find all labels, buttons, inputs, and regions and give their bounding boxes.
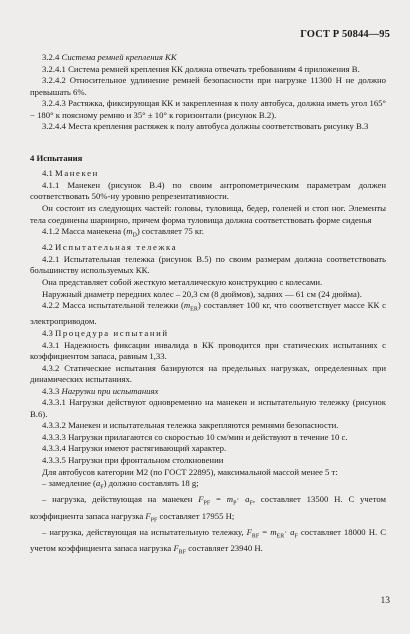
text-run: 4.1.2 Масса манекена ( — [42, 226, 127, 237]
standard-header: ГОСТ Р 50844—95 — [300, 29, 390, 40]
paragraph-3-2-4-4: 3.2.4.4 Места крепления растяжек к полу автобуса должны соответствовать рисунку В.3 — [42, 121, 369, 132]
paragraph-3-2-4-3: 3.2.4.3 Растяжка, фиксирующая КК и закрепленная к полу автобуса, должна иметь угол 165° − 180° к поясному ремню и 35° ± 10° к горизонтали (рисунок В.2). — [30, 98, 386, 120]
paragraph-4-3-3-3: 4.3.3.3 Нагрузки прилагаются со скоростью 10 см/мин и действуют в течение 10 с. — [42, 431, 348, 442]
math-variable: m — [183, 300, 191, 311]
subsection-title-3-2-4 — [30, 52, 386, 64]
paragraph-3-2-4-2: 3.2.4.2 Относительное удлинение ремней безопасности при нагрузке 11300 Н не должно превышать 6%. — [30, 75, 386, 97]
paragraph-4-3-3-5: 4.3.3.5 Нагрузки при фронтальном столкновении — [42, 454, 224, 465]
subsection-number: 4.3 — [42, 327, 53, 338]
math-variable: a — [245, 494, 250, 505]
paragraph-4-1-1: 4.1.1 Манекен (рисунок В.4) по своим антропометрическим параметрам должен соответствовать 50%-ну уровню репрезентативности. — [30, 179, 386, 202]
math-subscript: RF — [178, 549, 187, 556]
subsection-number: 4.2 — [42, 242, 53, 253]
document-body — [30, 52, 386, 559]
subsection-title-4-2 — [30, 242, 386, 254]
paragraph-4-1-2 — [30, 226, 386, 242]
math-operator: = — [259, 526, 271, 537]
paragraph-4-3-3-4: 4.3.3.4 Нагрузки имеют растягивающий характер. — [42, 443, 227, 454]
math-subscript: D — [132, 232, 137, 239]
page-number: 13 — [380, 596, 390, 606]
subsection-title-4-3 — [30, 328, 386, 340]
subsection-title-text: Система ремней крепления КК — [61, 52, 177, 62]
text-run: , составляет 13500 Н. С учетом коэффициента запаса нагрузка — [30, 494, 386, 521]
text-run: – замедление ( — [42, 478, 96, 489]
section-title-4: 4 Испытания — [30, 152, 83, 163]
text-run: составляет 23940 Н. — [186, 543, 263, 554]
subsection-title-text: Манекен — [55, 168, 99, 179]
subsection-number: 4.1 — [42, 168, 53, 179]
subsection-title-text: Испытательная тележка — [55, 242, 178, 253]
math-variable: a — [290, 526, 295, 537]
math-subscript: ER — [190, 306, 198, 313]
paragraph-4-1-1-body: Он состоит из следующих частей: головы, туловища, бедер, голеней и стоп ног. Элементы тела соединены шарнирно, причем форма туловища должна соответствовать форме сиденья — [30, 203, 386, 225]
paragraph-trolley-load — [30, 527, 386, 560]
math-subscript: PF — [203, 501, 211, 508]
text-run: ) составляет 75 кг. — [136, 226, 204, 237]
math-variable: m — [126, 226, 133, 237]
paragraph-dummy-load — [30, 494, 386, 527]
math-variable: F — [145, 510, 151, 521]
paragraph-4-2-1-body: Она представляет собой жесткую металлическую конструкцию с колесами. — [42, 277, 323, 288]
text-run: ) составляет 100 кг, что соответствует массе КК с электроприводом. — [30, 300, 386, 327]
text-run: – нагрузка, действующая на манекен — [42, 494, 199, 505]
subsection-number: 3.2.4 — [42, 52, 60, 62]
math-operator: · — [284, 526, 291, 537]
paragraph-4-3-3-2: 4.3.3.2 Манекен и испытательная тележка закрепляются ремнями безопасности. — [42, 420, 339, 431]
math-subscript: P — [233, 501, 237, 508]
math-subscript: F — [100, 484, 104, 491]
math-variable: a — [95, 478, 101, 489]
math-subscript: PF — [150, 517, 158, 524]
paragraph-deceleration — [30, 478, 386, 494]
paragraph-4-3-1: 4.3.1 Надежность фиксации инвалида в КК проводится при статических испытаниях с коэффициентом запаса, равным 1,33. — [30, 339, 386, 362]
math-subscript: ER — [276, 533, 285, 540]
subsection-title-text: Процедура испытаний — [55, 327, 169, 338]
paragraph-4-2-2 — [30, 300, 386, 328]
math-subscript: RF — [251, 533, 260, 540]
math-subscript: F — [294, 533, 298, 540]
paragraph-4-3-2: 4.3.2 Статические испытания базируются на предельных нагрузках, определенных при динамических испытаниях. — [30, 362, 386, 385]
paragraph-4-3-3-1: 4.3.3.1 Нагрузки действуют одновременно на манекен и испытательную тележку (рисунок В.6). — [30, 397, 386, 419]
math-variable: F — [246, 526, 252, 537]
text-run: составляет 18000 Н. С учетом коэффициента запаса нагрузка — [30, 526, 386, 554]
math-variable: F — [173, 543, 179, 554]
subsection-title-text: Нагрузки при испытаниях — [61, 385, 159, 396]
paragraph-4-3-3-5-intro: Для автобусов категории М2 (по ГОСТ 22895), максимальной массой менее 5 т: — [42, 466, 338, 477]
subsection-title-4-1 — [30, 168, 386, 180]
math-variable: m — [226, 494, 234, 505]
subsection-title-4-3-3 — [30, 386, 386, 398]
math-variable: m — [270, 526, 277, 537]
subsection-number: 4.3.3 — [42, 385, 60, 396]
math-operator: · — [236, 494, 246, 505]
math-subscript: F — [249, 501, 253, 508]
section-spacer — [30, 133, 386, 153]
text-run: – нагрузка, действующая на испытательную тележку, — [42, 526, 247, 537]
paragraph-4-2-1: 4.2.1 Испытательная тележка (рисунок В.5) по своим размерам должна соответствовать большинству используемых КК. — [30, 253, 386, 276]
math-variable: F — [198, 494, 204, 505]
math-operator: = — [210, 494, 227, 505]
text-run: ) должно составлять 18 g; — [103, 478, 199, 489]
paragraph-3-2-4-1: 3.2.4.1 Система ремней крепления КК должна отвечать требованиям 4 приложения В. — [42, 63, 360, 74]
text-run: 4.2.2 Масса испытательной тележки ( — [42, 300, 184, 311]
paragraph-4-2-1-wheels: Наружный диаметр передних колес – 20,3 см (8 дюймов), задних — 61 см (24 дюйма). — [42, 288, 362, 299]
text-run: составляет 17955 Н; — [157, 510, 235, 521]
